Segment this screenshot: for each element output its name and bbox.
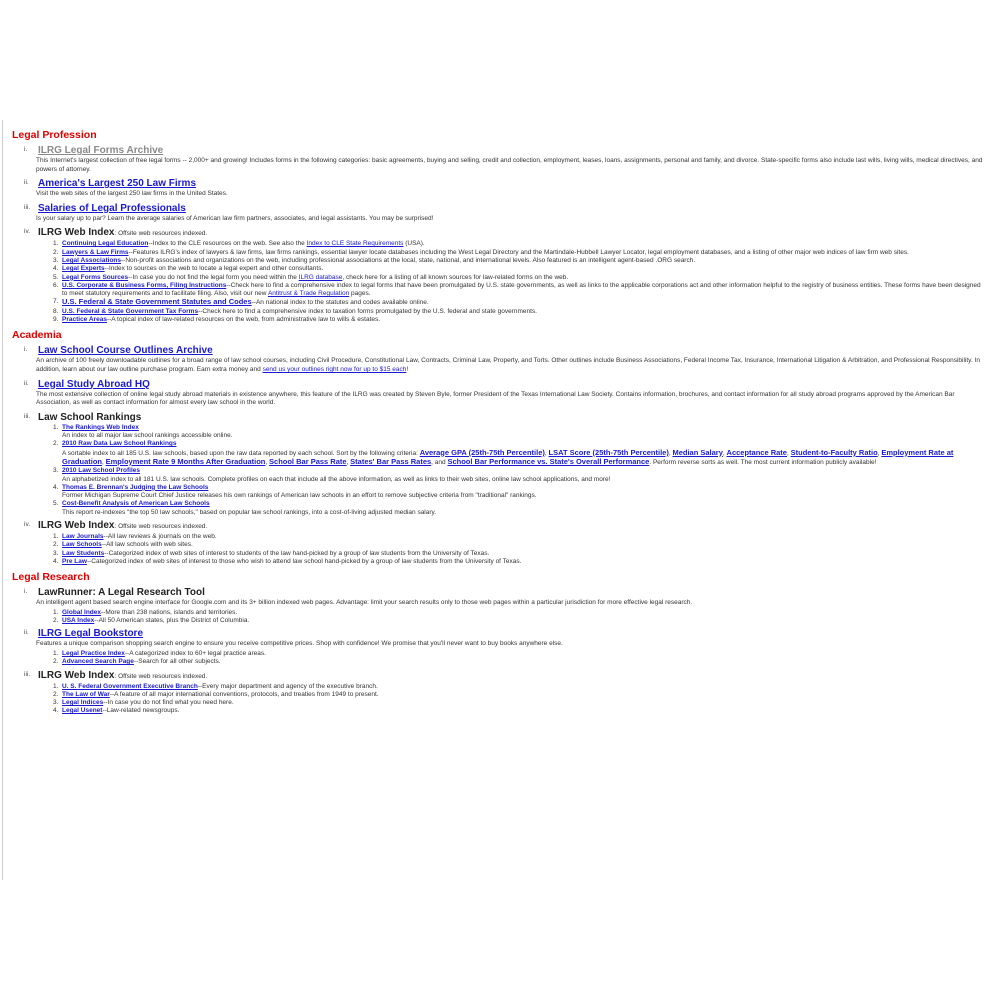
entry-number: iii. bbox=[24, 203, 31, 211]
separator: , bbox=[722, 449, 727, 457]
entry-number: ii. bbox=[24, 379, 29, 387]
entry-description bbox=[36, 190, 984, 199]
entry bbox=[24, 200, 984, 224]
sub-item-number: 3. bbox=[53, 256, 59, 264]
sub-item bbox=[53, 699, 984, 707]
sub-item-number: 3. bbox=[53, 549, 59, 557]
sort-criteria-link[interactable]: School Bar Performance vs. State's Overall Performance bbox=[447, 456, 650, 466]
sub-item-text: --More than 238 nations, islands and territories. bbox=[101, 608, 238, 616]
sub-description-text: This report re-indexes "the top 50 law schools," based on popular law school rankings, into a cost-of-living adjusted median salary. bbox=[62, 508, 437, 516]
sub-item-text: --An national index to the statutes and codes available online. bbox=[251, 299, 429, 307]
sub-item-link[interactable]: Legal Usenet bbox=[62, 707, 103, 715]
sub-item-text: --In case you do not find the legal form you need within the bbox=[128, 273, 299, 281]
sub-item-text: --Search for all other subjects. bbox=[133, 658, 221, 666]
entry-title-link[interactable]: ILRG Legal Forms Archive bbox=[38, 145, 164, 156]
sub-item bbox=[53, 467, 984, 484]
sub-item bbox=[53, 248, 984, 257]
sub-item-number: 1. bbox=[53, 649, 59, 657]
description-text: This Internet's largest collection of free legal forms -- 2,000+ and growing! Includes forms in the following categories: basic agreements, buying and selling, credit and collection, employment, leases, loans, assignments, personal and family, and divorce. State-specific forms also include last wills, living wills, medical directives, and powers of attorney. bbox=[36, 157, 983, 173]
sub-item-number: 1. bbox=[53, 240, 59, 248]
entry-header bbox=[24, 142, 984, 157]
sub-item-link[interactable]: Legal Forms Sources bbox=[62, 273, 129, 281]
sub-item-link[interactable]: The Rankings Web Index bbox=[62, 423, 139, 431]
sub-item-description bbox=[62, 476, 984, 484]
entry-header bbox=[24, 376, 984, 391]
separator: , bbox=[786, 449, 791, 457]
sub-item bbox=[53, 297, 984, 307]
sub-item-number: 2. bbox=[53, 541, 59, 549]
sort-criteria-link[interactable]: Student-to-Faculty Ratio bbox=[790, 447, 878, 457]
entry-title-link[interactable]: Law School Course Outlines Archive bbox=[38, 345, 213, 357]
sub-item bbox=[53, 549, 984, 558]
sub-item-text: --In case you do not find what you need here. bbox=[103, 699, 234, 707]
content-area bbox=[12, 128, 984, 716]
sub-item bbox=[53, 423, 984, 441]
sub-list bbox=[53, 608, 984, 626]
left-border bbox=[2, 120, 3, 880]
entry-number: iv. bbox=[24, 228, 31, 236]
entry-header bbox=[24, 342, 984, 357]
entry-title-link[interactable]: ILRG Legal Bookstore bbox=[38, 628, 144, 640]
entry-header bbox=[24, 625, 984, 640]
separator: , bbox=[102, 458, 106, 466]
entry-description bbox=[36, 215, 984, 224]
entry-title-note: : Offsite web resources indexed. bbox=[114, 672, 208, 680]
description-text: Features a unique comparison shopping search engine to ensure you receive competitive prices. Shop with confidence! We promise that you'll never want to buy books anywhere else. bbox=[36, 640, 563, 648]
sub-item-inline-link[interactable]: Antitrust & Trade Regulation bbox=[267, 290, 350, 298]
sub-item-text: --All law schools with web sites. bbox=[101, 541, 193, 549]
sub-item-link[interactable]: Pre Law bbox=[62, 557, 87, 565]
sub-item bbox=[53, 273, 984, 282]
separator: , bbox=[668, 449, 673, 457]
entry-title: ILRG Web Index bbox=[38, 669, 115, 681]
sub-item-text: --Every major department and agency of the executive branch. bbox=[197, 682, 378, 690]
description-text: Visit the web sites of the largest 250 law firms in the United States. bbox=[36, 190, 228, 198]
sub-item-number: 4. bbox=[53, 707, 59, 715]
sub-item bbox=[53, 608, 984, 617]
sub-item-text: --Non-profit associations and organizations on the web, including professional associations at the local, state, national, and international levels. Also featured is an intelligent agent-based .ORG search. bbox=[121, 256, 696, 264]
sub-item-number: 5. bbox=[53, 273, 59, 281]
sub-item bbox=[53, 483, 984, 501]
entry-description bbox=[36, 599, 984, 608]
description-text: An archive of 100 freely downloadable outlines for a broad range of law school courses, including Civil Procedure, Constitutional Law, Contracts, Criminal Law, Property, and Torts. Other outlines include Business Associations, Federal Income Tax, Insurance, International Litigation & Arbitration, and Professional Responsibility. In addition, learn about our law outline purchase program. Earn extra money and bbox=[36, 357, 980, 373]
description-link[interactable]: send us your outlines right now for up to $15 each bbox=[262, 365, 407, 373]
entry-title: ILRG Web Index bbox=[38, 519, 115, 531]
entry-description bbox=[36, 357, 984, 374]
sub-description-text: An alphabetized index to all 181 U.S. law schools. Complete profiles on each that include all the above information, as well as links to their web sites, online law school applications, and more! bbox=[62, 475, 611, 483]
entry bbox=[24, 342, 984, 374]
sub-item-text: --Check here to find a comprehensive index to taxation forms promulgated by the U.S. federal and state governments. bbox=[198, 307, 537, 315]
sub-description-text: An index to all major law school rankings accessible online. bbox=[62, 432, 233, 440]
sub-list bbox=[53, 532, 984, 566]
entry bbox=[24, 175, 984, 199]
sub-item bbox=[53, 307, 984, 316]
sub-item-number: 1. bbox=[53, 608, 59, 616]
sub-description-text: Former Michigan Supreme Court Chief Justice releases his own rankings of American law schools in an effort to remove subjective criteria from "traditional" rankings. bbox=[62, 492, 537, 500]
sub-item-inline-link[interactable]: Index to CLE State Requirements bbox=[306, 240, 404, 248]
sub-item-number: 3. bbox=[53, 467, 59, 475]
sort-criteria-link[interactable]: Median Salary bbox=[672, 447, 723, 457]
sub-item-link[interactable]: Practice Areas bbox=[62, 316, 107, 324]
sub-item-number: 8. bbox=[53, 307, 59, 315]
sub-item-link[interactable]: Global Index bbox=[62, 608, 102, 616]
sub-item bbox=[53, 707, 984, 715]
separator: , bbox=[877, 449, 882, 457]
sub-item bbox=[53, 541, 984, 549]
entry bbox=[24, 142, 984, 174]
sub-list bbox=[53, 240, 984, 324]
sort-and: and bbox=[434, 458, 446, 466]
sort-criteria-link[interactable]: Employment Rate at Graduation bbox=[62, 447, 954, 466]
sub-item bbox=[53, 557, 984, 566]
entry-title-link[interactable]: Salaries of Legal Professionals bbox=[38, 202, 186, 214]
entry-description bbox=[36, 391, 984, 408]
sub-item bbox=[53, 256, 984, 265]
sub-item bbox=[53, 617, 984, 625]
sub-item-text: --All law reviews & journals on the web. bbox=[103, 532, 217, 540]
sub-item-link[interactable]: U.S. Corporate & Business Forms, Filing Instructions bbox=[62, 281, 227, 289]
sub-item-link[interactable]: Legal Experts bbox=[62, 265, 105, 273]
sub-item-text: --Categorized index of web sites of interest to students of the law hand-picked by a group of law students from the University of Texas. bbox=[104, 549, 490, 557]
sub-item-link[interactable]: The Law of War bbox=[62, 690, 110, 698]
sub-item-text: --A feature of all major international conventions, protocols, and treaties from 1949 to present. bbox=[109, 690, 379, 698]
separator: , bbox=[346, 458, 351, 466]
sub-item-text: --Index to sources on the web to locate a legal expert and other consultants. bbox=[104, 265, 324, 273]
sub-item-number: 1. bbox=[53, 532, 59, 540]
sort-criteria-link[interactable]: States' Bar Pass Rates bbox=[350, 456, 432, 466]
entry-title: LawRunner: A Legal Research Tool bbox=[38, 587, 205, 599]
sort-criteria-link[interactable]: Employment Rate 9 Months After Graduation bbox=[105, 456, 266, 466]
sub-item-number: 4. bbox=[53, 483, 59, 491]
sub-item-link[interactable]: U.S. Federal & State Government Tax Forms bbox=[62, 307, 199, 315]
separator: , bbox=[544, 449, 549, 457]
description-tail: ! bbox=[406, 365, 409, 373]
description-text: Is your salary up to par? Learn the average salaries of American law firm partners, associates, and legal assistants. You may be surprised! bbox=[36, 214, 434, 222]
sort-criteria-link[interactable]: Average GPA (25th-75th Percentile) bbox=[419, 447, 545, 457]
sub-item-link[interactable]: Legal Indices bbox=[62, 699, 104, 707]
sub-item-text: --A categorized index to 60+ legal practice areas. bbox=[124, 649, 266, 657]
sub-item-link[interactable]: USA Index bbox=[62, 617, 95, 625]
entry-description bbox=[36, 640, 984, 649]
sub-item bbox=[53, 658, 984, 666]
sub-item-number: 1. bbox=[53, 423, 59, 431]
sort-criteria-link[interactable]: LSAT Score (25th-75th Percentile) bbox=[548, 447, 669, 457]
sort-criteria-link[interactable]: Acceptance Rate bbox=[726, 447, 787, 457]
entry-header bbox=[24, 517, 984, 533]
sub-item-number: 2. bbox=[53, 248, 59, 256]
section-heading: Legal Research bbox=[12, 571, 90, 584]
sub-item-number: 3. bbox=[53, 699, 59, 707]
sub-item-link[interactable]: Law Students bbox=[62, 549, 105, 557]
entry-title-link[interactable]: Legal Study Abroad HQ bbox=[38, 378, 150, 390]
entry-header bbox=[24, 200, 984, 215]
sub-list bbox=[53, 682, 984, 716]
entry bbox=[24, 376, 984, 408]
entry-title: Law School Rankings bbox=[38, 411, 142, 423]
sub-list bbox=[53, 649, 984, 667]
sub-item bbox=[53, 265, 984, 273]
entry-number: ii. bbox=[24, 179, 29, 187]
entry bbox=[24, 224, 984, 324]
description-text: An intelligent agent based search engine interface for Google.com and its 3+ billion indexed web pages. Advantage: limit your search results only to those web pages within a particular jurisdiction for more effective legal research. bbox=[36, 599, 693, 607]
sub-item-link[interactable]: Law Schools bbox=[62, 541, 102, 549]
sub-item-link[interactable]: Legal Practice Index bbox=[62, 649, 125, 657]
entry-header bbox=[24, 584, 984, 599]
entry-header bbox=[24, 175, 984, 190]
sub-description-text: A sortable index to all 185 U.S. law schools, based upon the raw data reported by each school. Sort by the following criteria: bbox=[62, 449, 420, 457]
sub-item-number: 2. bbox=[53, 617, 59, 625]
sub-item-text: --Check here to find a comprehensive index to legal forms that have been promulgated by U.S. state governments, as well as links to the applicable corporations act and other information helpful to the registry of business entities. These forms have been designed to meet statutory requirements and to facilitate filing. Also, visit our new bbox=[62, 281, 981, 298]
sub-item-link[interactable]: 2010 Law School Profiles bbox=[62, 467, 141, 475]
entry bbox=[24, 409, 984, 517]
sub-item-text: --All 50 American states, plus the District of Columbia. bbox=[94, 617, 250, 625]
sub-item bbox=[53, 649, 984, 658]
sub-item bbox=[53, 316, 984, 324]
sub-item-link[interactable]: U.S. Federal & State Government Statutes and Codes bbox=[62, 297, 252, 307]
sub-item-text: --Law-related newsgroups. bbox=[102, 707, 180, 715]
entry-title-note: : Offsite web resources indexed. bbox=[114, 230, 208, 238]
entry-number: i. bbox=[24, 146, 28, 153]
sub-item-number: 9. bbox=[53, 316, 59, 324]
entry-number: iv. bbox=[24, 520, 31, 528]
sub-item-number: 4. bbox=[53, 265, 59, 273]
sub-item-number: 2. bbox=[53, 440, 59, 448]
sub-item bbox=[53, 682, 984, 691]
sub-item-link[interactable]: Thomas E. Brennan's Judging the Law Schools bbox=[62, 483, 209, 491]
sub-item-text: --A topical index of law-related resources on the web, from administrative law to wills & estates. bbox=[106, 316, 381, 324]
sub-item-text: --Features ILRG's index of lawyers & law firms, law firms rankings, essential lawyer locate databases including the West Legal Directory and the Martindale-Hubbell Lawyer Locator, legal employment databases, and a listing of other major web indices of law firm web sites. bbox=[128, 248, 909, 256]
entry bbox=[24, 625, 984, 666]
sub-item-link[interactable]: Legal Associations bbox=[62, 256, 121, 264]
sub-item-description bbox=[62, 432, 984, 440]
description-text: The most extensive collection of online legal study abroad materials in existence anywhere, this feature of the ILRG was created by Steven Byle, former President of the Texas International Law Society. Contains information, brochures, and contact information for all study abroad programs approved by the American Bar Association, as well as contact information for almost every law school in the world. bbox=[36, 390, 955, 407]
sub-item-number: 4. bbox=[53, 557, 59, 565]
sub-item-number: 1. bbox=[53, 682, 59, 690]
sub-description-tail: . Perform reverse sorts as well. The most current information publicly available! bbox=[649, 458, 877, 466]
entry-header bbox=[24, 409, 984, 424]
sub-item-tail: (USA). bbox=[403, 240, 425, 248]
entry-title-link[interactable]: America's Largest 250 Law Firms bbox=[38, 178, 197, 190]
section-heading: Academia bbox=[12, 329, 62, 342]
sub-item-link[interactable]: 2010 Raw Data Law School Rankings bbox=[62, 440, 177, 448]
sub-item-number: 2. bbox=[53, 690, 59, 698]
entry-description bbox=[36, 157, 984, 174]
sub-item-number: 5. bbox=[53, 500, 59, 508]
entry bbox=[24, 584, 984, 625]
sub-item bbox=[53, 532, 984, 541]
entry-number: i. bbox=[24, 588, 28, 596]
sub-item-description bbox=[62, 492, 984, 500]
entry-number: iii. bbox=[24, 412, 31, 420]
entry-number: iii. bbox=[24, 670, 31, 678]
sub-item-number: 7. bbox=[53, 298, 59, 306]
sub-item-tail: , check here for a listing of all known sources for law-related forms on the web. bbox=[342, 273, 569, 281]
sub-item-link[interactable]: Law Journals bbox=[62, 532, 104, 540]
sub-item-text: --Index to the CLE resources on the web. See also the bbox=[148, 240, 307, 248]
entry-header bbox=[24, 224, 984, 240]
entry-number: ii. bbox=[24, 629, 29, 637]
sub-item-link[interactable]: Advanced Search Page bbox=[62, 658, 134, 666]
separator: , bbox=[431, 458, 435, 466]
sort-criteria-link[interactable]: School Bar Pass Rate bbox=[269, 456, 347, 466]
sub-item-inline-link[interactable]: ILRG database bbox=[298, 273, 343, 281]
separator: , bbox=[265, 458, 270, 466]
section-heading: Legal Profession bbox=[12, 129, 97, 141]
entry bbox=[24, 667, 984, 716]
sub-item-number: 6. bbox=[53, 281, 59, 289]
sub-item-link[interactable]: Lawyers & Law Firms bbox=[62, 248, 129, 256]
entry bbox=[24, 517, 984, 566]
sub-item-description bbox=[62, 449, 984, 468]
sub-item bbox=[53, 240, 984, 248]
sub-item bbox=[53, 281, 984, 299]
sub-list bbox=[53, 423, 984, 517]
entry-title: ILRG Web Index bbox=[38, 227, 115, 239]
sub-item bbox=[53, 500, 984, 517]
sub-item bbox=[53, 690, 984, 699]
sub-item-link[interactable]: U. S. Federal Government Executive Branch bbox=[62, 682, 198, 690]
sub-item-number: 2. bbox=[53, 658, 59, 666]
entry-title-note: : Offsite web resources indexed. bbox=[114, 522, 208, 530]
sub-item-link[interactable]: Continuing Legal Education bbox=[62, 240, 149, 248]
entry-header bbox=[24, 667, 984, 683]
sub-item-link[interactable]: Cost-Benefit Analysis of American Law Schools bbox=[62, 500, 210, 508]
entry-number: i. bbox=[24, 346, 28, 354]
sub-item-tail: pages. bbox=[349, 290, 371, 298]
sub-item bbox=[53, 440, 984, 467]
sub-item-text: --Categorized index of web sites of interest to those who wish to attend law school hand-picked by a group of law students from the University of Texas. bbox=[86, 557, 522, 565]
sub-item-description bbox=[62, 509, 984, 517]
